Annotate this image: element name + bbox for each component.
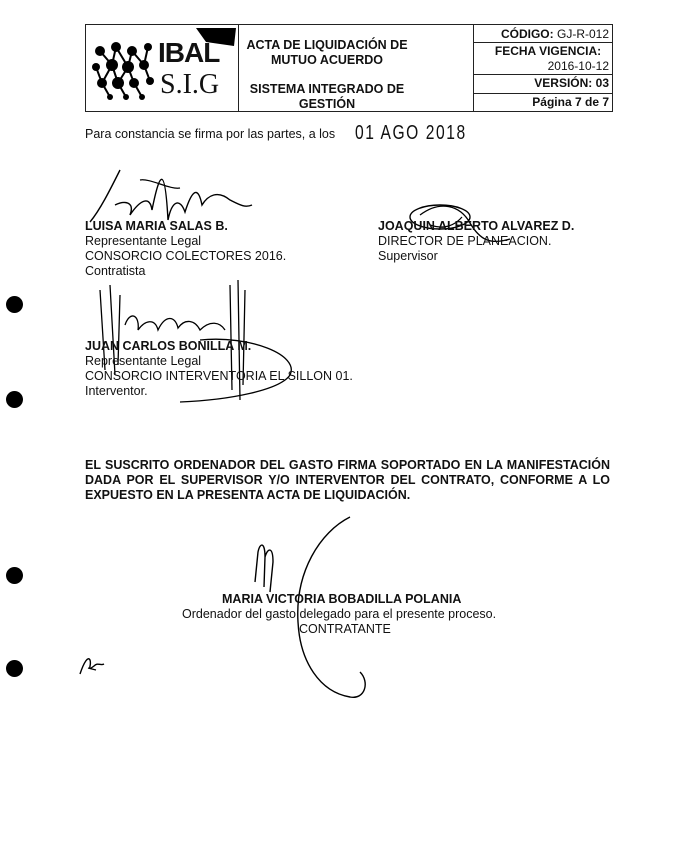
- logo-brand: IBAL: [158, 37, 220, 68]
- contratista-company: CONSORCIO COLECTORES 2016.: [85, 249, 287, 263]
- page-number: Página 7 de 7: [532, 95, 609, 109]
- document-title: ACTA DE LIQUIDACIÓN DE MUTUO ACUERDO: [246, 38, 408, 67]
- contratista-role: Representante Legal: [85, 234, 202, 248]
- binding-hole: [6, 567, 23, 584]
- initials-mark: [76, 652, 110, 678]
- interventor-company: CONSORCIO INTERVENTORIA EL SILLON 01.: [85, 369, 353, 383]
- version-label: VERSIÓN: 03: [534, 76, 609, 90]
- contratista-label: Contratista: [85, 264, 146, 278]
- vigencia-label: FECHA VIGENCIA:: [494, 44, 602, 58]
- logo-sub: S.I.G: [160, 69, 220, 100]
- interventor-name: JUAN CARLOS BONILLA M.: [85, 339, 252, 353]
- binding-hole: [6, 296, 23, 313]
- ordenador-label: CONTRATANTE: [299, 622, 391, 636]
- vigencia-value: 2016-10-12: [547, 59, 609, 73]
- interventor-label: Interventor.: [85, 384, 148, 398]
- ordenador-statement: EL SUSCRITO ORDENADOR DEL GASTO FIRMA SOPORTADO EN LA MANIFESTACIÓN DADA POR EL SUPERVISOR Y/O INTERVENTOR DEL CONTRATO, CONFORME A LO EXPUESTO EN LA PRESENTA ACTA DE LIQUIDACIÓN.: [85, 458, 610, 502]
- binding-hole: [6, 391, 23, 408]
- supervisor-name: JOAQUIN ALBERTO ALVAREZ D.: [378, 219, 575, 233]
- system-name: SISTEMA INTEGRADO DE GESTIÓN: [249, 82, 405, 111]
- interventor-role: Representante Legal: [85, 354, 202, 368]
- contratista-name: LUISA MARIA SALAS B.: [85, 219, 228, 233]
- document-header: [85, 24, 613, 112]
- supervisor-role: DIRECTOR DE PLANEACION.: [378, 234, 552, 248]
- ibal-logo: [88, 27, 236, 109]
- constancia-date: 01 AGO 2018: [355, 122, 467, 144]
- constancia-text: Para constancia se firma por las partes, a los: [85, 127, 336, 141]
- codigo-value: GJ-R-012: [556, 27, 609, 41]
- supervisor-label: Supervisor: [378, 249, 438, 263]
- ordenador-name: MARIA VICTORIA BOBADILLA POLANIA: [222, 592, 462, 606]
- molecule-logo-icon: [90, 39, 160, 101]
- binding-hole: [6, 660, 23, 677]
- ordenador-role: Ordenador del gasto delegado para el presente proceso.: [182, 607, 497, 621]
- codigo-label: CÓDIGO:: [500, 27, 554, 41]
